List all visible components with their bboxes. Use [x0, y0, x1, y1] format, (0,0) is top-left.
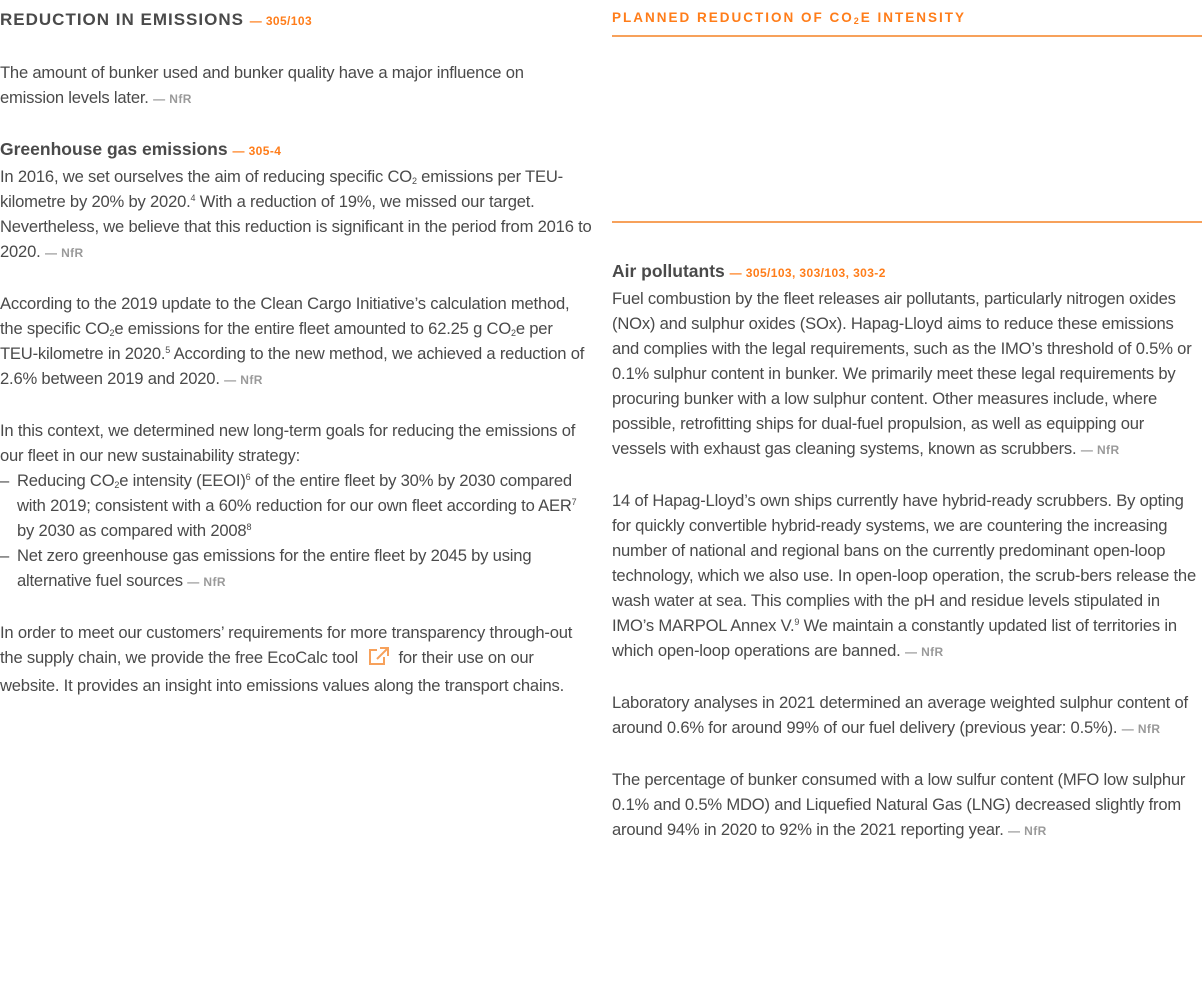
- footnote-6: 6: [245, 472, 251, 482]
- footnote-7: 7: [571, 497, 577, 507]
- goals-intro-paragraph: In this context, we determined new long-term goals for reducing the emissions of our fleet in our new sustainability strategy:: [0, 421, 576, 465]
- footnote-8: 8: [246, 522, 252, 532]
- gri-reference: — 305-4: [232, 144, 282, 158]
- footnote-5: 5: [165, 345, 171, 355]
- gri-reference: — 305/103: [249, 14, 313, 28]
- list-item: – Reducing $CO_2e$ intensity (EEOI)$^6$ of the entire fleet by 30% by 2030 compared with 2019; consistent with a 60% reduction for our own fleet according to AER$^7$ by 2030 as compared with 2008$^8$: [0, 468, 592, 543]
- external-link-icon[interactable]: [368, 647, 390, 673]
- right-column: [612, 6, 1202, 844]
- nfr-tag: — NfR: [224, 373, 263, 387]
- gri-reference: — 305/103, 303/103, 303-2: [729, 266, 886, 280]
- ghg-paragraph: In 2016, we set ourselves the aim of reducing specific $CO_2$ emissions per TEU-kilometre by 20% by 2020.$^4$ With a reduction of 19%, we missed our target. Nevertheless, we believe that this reduction is significant in the period from 2016 to 2020. — NfR: [0, 167, 592, 261]
- nfr-tag: — NfR: [1008, 824, 1047, 838]
- clean-cargo-paragraph: According to the 2019 update to the Clean Cargo Initiative’s calculation method, the specific $CO_2e$ emissions for the entire fleet amounted to 62.25 g $CO_2e$ per TEU-kilometre in 2020.$^5$ According to the new method, we achieved a reduction of 2.6% between 2019 and 2020. — NfR: [0, 294, 585, 388]
- footnote-4: 4: [190, 193, 196, 203]
- list-item: – Net zero greenhouse gas emissions for the entire fleet by 2045 by using alternative fuel sources — NfR: [0, 543, 592, 595]
- nfr-tag: — NfR: [1121, 722, 1161, 736]
- nfr-tag: — NfR: [153, 92, 192, 106]
- nfr-tag: — NfR: [44, 246, 84, 260]
- ecocalc-paragraph: In order to meet our customers’ requirements for more transparency through-out the supply chain, we provide the free EcoCalc tool for their use on our website. It provides an insight into emissions values along the transport chains.: [0, 623, 573, 695]
- chart-title: PLANNED REDUCTION OF $CO_2E$ INTENSITY: [612, 6, 1202, 37]
- scrubbers-paragraph: 14 of Hapag-Lloyd’s own ships currently have hybrid-ready scrubbers. By opting for quickly convertible hybrid-ready systems, we are countering the increasing number of national and regional bans on the currently predominant open-loop technology, which we also use. In open-loop operation, the scrub-bers release the wash water at sea. This complies with the pH and residue levels stipulated in IMO’s MARPOL Annex V.$^9$ We maintain a constantly updated list of territories in which open-loop operations are banned. — NfR: [612, 491, 1196, 660]
- air-pollutants-heading: Air pollutants — 305/103, 303/103, 303-2: [612, 261, 886, 281]
- lab-analyses-paragraph: Laboratory analyses in 2021 determined an average weighted sulphur content of around 0.6% for around 99% of our fuel delivery (previous year: 0.5%). — NfR: [612, 693, 1188, 737]
- chart-area: [612, 37, 1202, 223]
- nfr-tag: — NfR: [904, 645, 944, 659]
- footnote-9: 9: [794, 617, 800, 627]
- low-sulfur-paragraph: The percentage of bunker consumed with a low sulfur content (MFO low sulphur 0.1% and 0.5% MDO) and Liquefied Natural Gas (LNG) decreased slightly from around 94% in 2020 to 92% in the 2021 reporting year. — NfR: [612, 770, 1186, 839]
- section-title: REDUCTION IN EMISSIONS — 305/103: [0, 10, 313, 29]
- intro-paragraph: The amount of bunker used and bunker quality have a major influence on emission levels later. — NfR: [0, 63, 524, 107]
- left-column: [0, 6, 592, 698]
- goals-list: [0, 468, 592, 595]
- air-pollutants-paragraph: Fuel combustion by the fleet releases air pollutants, particularly nitrogen oxides (NOx) and sulphur oxides (SOx). Hapag-Lloyd aims to reduce these emissions and complies with the legal requirements, such as the IMO’s threshold of 0.5% or 0.1% sulphur content in bunker. We primarily meet these legal requirements by procuring bunker with a low sulphur content. Other measures include, where possible, retrofitting ships for dual-fuel propulsion, as well as equipping our vessels with exhaust gas cleaning systems, known as scrubbers. — NfR: [612, 289, 1192, 458]
- nfr-tag: — NfR: [187, 575, 226, 589]
- nfr-tag: — NfR: [1080, 443, 1120, 457]
- ghg-heading: Greenhouse gas emissions — 305-4: [0, 139, 282, 159]
